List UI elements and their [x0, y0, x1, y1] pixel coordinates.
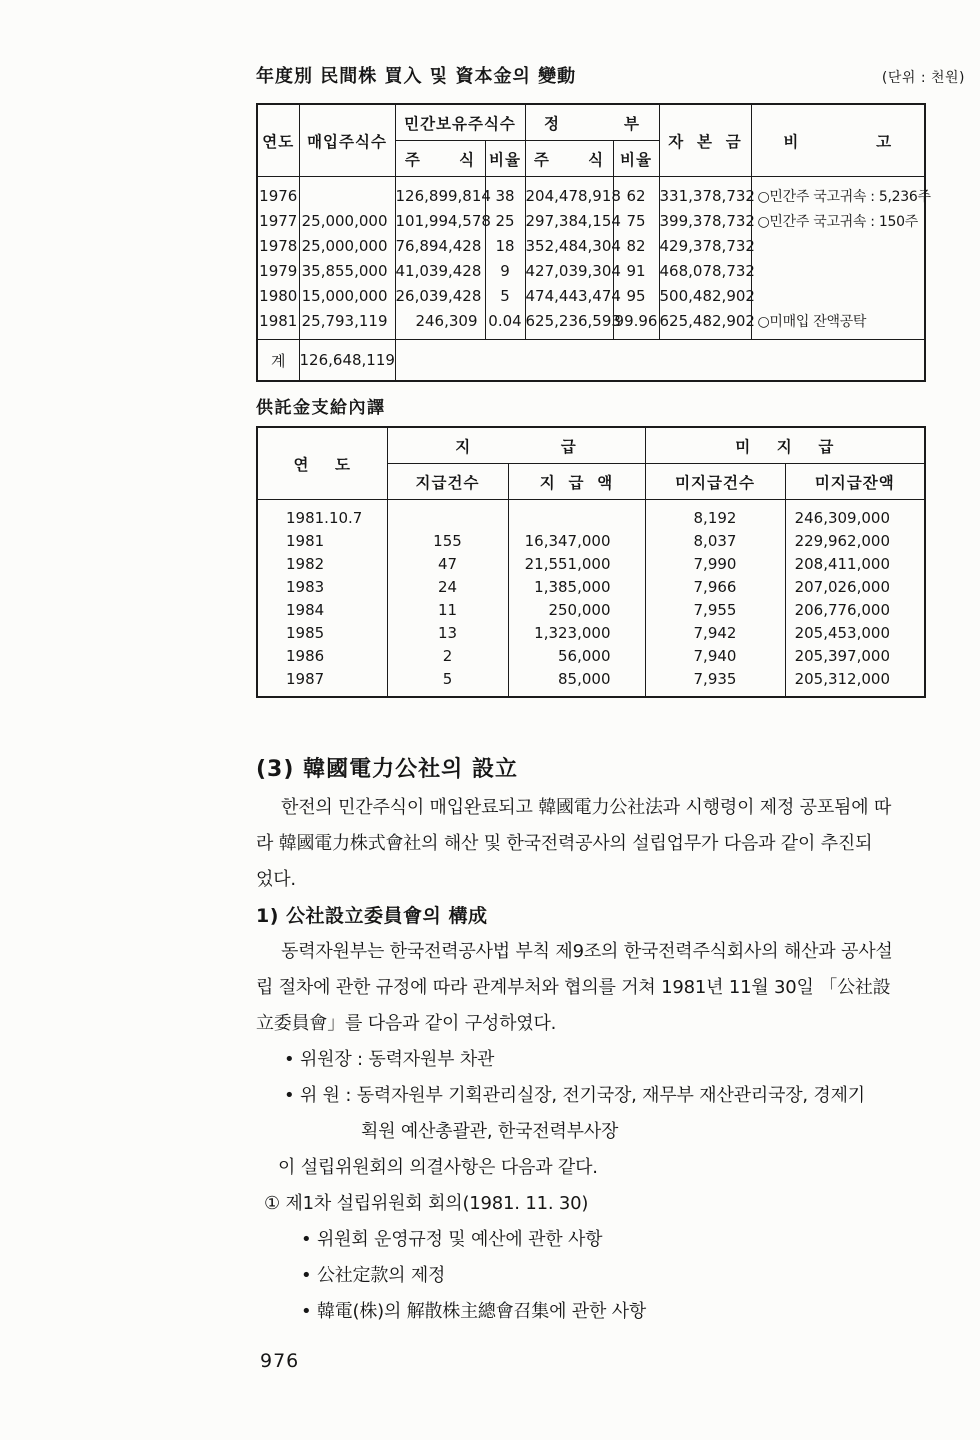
cell-year: 1978: [257, 233, 299, 258]
cell-year: 1981: [257, 529, 387, 552]
table-row: [257, 208, 925, 233]
col-header-unpaid-count: 미지급건수: [645, 464, 785, 500]
page-number: 976: [260, 1350, 300, 1372]
cell-gov-ratio: 91: [613, 258, 659, 283]
col-header-remarks: 비 고: [751, 104, 925, 177]
cell-total-empty: [395, 340, 925, 382]
cell-year: 1986: [257, 644, 387, 667]
table-row: [257, 644, 925, 667]
cell-remarks: ○민간주 국고귀속 : 150주: [751, 208, 925, 233]
col-group-paid: 지 급: [387, 427, 645, 464]
cell-purchased-shares: 25,000,000: [299, 208, 395, 233]
cell-gov-ratio: 75: [613, 208, 659, 233]
paragraph1-line1: 한전의 민간주식이 매입완료되고 韓國電力公社法과 시행령이 제정 공포됨에 따: [281, 797, 892, 818]
cell-unpaid-count: 8,192: [645, 500, 785, 530]
col-header-capital: 자 본 금: [659, 104, 751, 177]
cell-private-ratio: 0.04: [485, 308, 525, 340]
paragraph2-line3: 立委員會」를 다음과 같이 구성하였다.: [256, 1013, 557, 1034]
cell-remarks: ○미매입 잔액공탁: [751, 308, 925, 340]
cell-private-ratio: 9: [485, 258, 525, 283]
col-header-gov-ratio: 비율: [613, 141, 659, 177]
bullet-chairman: • 위원장 : 동력자원부 차관: [284, 1049, 495, 1070]
cell-private-ratio: 25: [485, 208, 525, 233]
cell-unpaid-count: 7,966: [645, 575, 785, 598]
cell-private-shares: 76,894,428: [395, 233, 485, 258]
col-header-purchased-shares: 매입주식수: [299, 104, 395, 177]
cell-private-shares: 246,309: [395, 308, 485, 340]
cell-remarks: [751, 258, 925, 283]
cell-purchased-shares: 35,855,000: [299, 258, 395, 283]
cell-unpaid-count: 7,940: [645, 644, 785, 667]
cell-purchased-shares: 15,000,000: [299, 283, 395, 308]
sub-heading: 1) 公社設立委員會의 構成: [256, 905, 488, 927]
deposit-payment-table-header: [257, 427, 925, 500]
cell-year: 1981: [257, 308, 299, 340]
cell-year: 1977: [257, 208, 299, 233]
share-purchase-table-header: [257, 104, 925, 177]
cell-capital: 500,482,902: [659, 283, 751, 308]
share-purchase-table-body: [257, 177, 931, 340]
sub-bullet-articles: • 公社定款의 제정: [301, 1265, 446, 1286]
cell-paid-amount: 16,347,000: [508, 529, 645, 552]
col-header-unpaid-balance: 미지급잔액: [785, 464, 925, 500]
cell-capital: 625,482,902: [659, 308, 751, 340]
paragraph1-line3: 었다.: [256, 869, 296, 890]
cell-year: 1979: [257, 258, 299, 283]
table-row: [257, 500, 925, 530]
cell-purchased-shares: 25,793,119: [299, 308, 395, 340]
bullet-members-line2: 획원 예산총괄관, 한국전력부사장: [361, 1121, 619, 1142]
table-row: [257, 575, 925, 598]
cell-year: 1987: [257, 667, 387, 697]
cell-capital: 331,378,732: [659, 177, 751, 209]
cell-year: 1976: [257, 177, 299, 209]
col-header-year2: 연 도: [257, 427, 387, 500]
cell-private-ratio: 38: [485, 177, 525, 209]
cell-unpaid-count: 7,935: [645, 667, 785, 697]
col-header-private-ratio: 비율: [485, 141, 525, 177]
section-heading: (3) 韓國電力公社의 設立: [256, 757, 518, 782]
sub-bullet-regulations: • 위원회 운영규정 및 예산에 관한 사항: [301, 1229, 603, 1250]
cell-remarks: ○민간주 국고귀속 : 5,236주: [751, 177, 925, 209]
cell-total-purchased-shares: 126,648,119: [299, 340, 395, 382]
share-purchase-table-total: [257, 340, 925, 382]
total-row: [257, 340, 925, 382]
cell-unpaid-balance: 246,309,000: [785, 500, 925, 530]
cell-paid-amount: 21,551,000: [508, 552, 645, 575]
cell-private-ratio: 5: [485, 283, 525, 308]
cell-paid-amount: 250,000: [508, 598, 645, 621]
cell-unpaid-count: 8,037: [645, 529, 785, 552]
paragraph3: 이 설립위원회의 의결사항은 다음과 같다.: [278, 1157, 598, 1178]
cell-gov-ratio: 82: [613, 233, 659, 258]
paragraph1-line2: 라 韓國電力株式會社의 해산 및 한국전력공사의 설립업무가 다음과 같이 추진되: [256, 833, 873, 854]
cell-gov-ratio: 99.96: [613, 308, 659, 340]
col-header-gov-shares: 주 식: [525, 141, 613, 177]
cell-private-shares: 126,899,814: [395, 177, 485, 209]
cell-capital: 468,078,732: [659, 258, 751, 283]
cell-gov-ratio: 95: [613, 283, 659, 308]
cell-paid-amount: 1,323,000: [508, 621, 645, 644]
cell-year: 1985: [257, 621, 387, 644]
cell-year: 1984: [257, 598, 387, 621]
cell-private-shares: 26,039,428: [395, 283, 485, 308]
share-purchase-table: [256, 103, 931, 382]
paragraph2-line2: 립 절차에 관한 규정에 따라 관계부처와 협의를 거쳐 1981년 11월 30일 「公社設: [256, 977, 891, 998]
cell-unpaid-count: 7,942: [645, 621, 785, 644]
bullet-members-line1: • 위 원 : 동력자원부 기획관리실장, 전기국장, 재무부 재산관리국장, 경제기: [284, 1085, 865, 1106]
table-row: [257, 283, 925, 308]
numbered-item-first-meeting: ① 제1차 설립위원회 회의(1981. 11. 30): [264, 1193, 589, 1214]
cell-remarks: [751, 283, 925, 308]
cell-gov-ratio: 62: [613, 177, 659, 209]
cell-unpaid-count: 7,955: [645, 598, 785, 621]
table-row: [257, 233, 925, 258]
cell-year: 1981.10.7: [257, 500, 387, 530]
cell-remarks: [751, 233, 925, 258]
col-group-private-held: 민간보유주식수: [395, 104, 525, 141]
col-header-year: 연도: [257, 104, 299, 177]
cell-paid-count: 11: [387, 598, 508, 621]
cell-gov-shares: 427,039,304: [525, 258, 613, 283]
cell-year: 1982: [257, 552, 387, 575]
col-group-unpaid: 미 지 급: [645, 427, 925, 464]
cell-year: 1983: [257, 575, 387, 598]
col-header-paid-amount: 지 급 액: [508, 464, 645, 500]
table-row: [257, 552, 925, 575]
cell-private-ratio: 18: [485, 233, 525, 258]
table-row: [257, 667, 925, 697]
cell-paid-amount: [508, 500, 645, 530]
cell-paid-count: 2: [387, 644, 508, 667]
cell-year: 1980: [257, 283, 299, 308]
col-group-government: 정 부: [525, 104, 659, 141]
sub-bullet-shareholder-meeting: • 韓電(株)의 解散株主總會召集에 관한 사항: [301, 1301, 647, 1322]
cell-paid-amount: 56,000: [508, 644, 645, 667]
col-header-paid-count: 지급건수: [387, 464, 508, 500]
cell-paid-amount: 85,000: [508, 667, 645, 697]
col-header-private-shares: 주 식: [395, 141, 485, 177]
cell-gov-shares: 625,236,593: [525, 308, 613, 340]
cell-unpaid-balance: 205,397,000: [785, 644, 925, 667]
cell-paid-count: 155: [387, 529, 508, 552]
cell-paid-count: [387, 500, 508, 530]
cell-purchased-shares: [299, 177, 395, 209]
deposit-payment-table: [256, 426, 926, 698]
cell-gov-shares: 204,478,918: [525, 177, 613, 209]
table-row: [257, 598, 925, 621]
cell-unpaid-balance: 229,962,000: [785, 529, 925, 552]
cell-unpaid-balance: 208,411,000: [785, 552, 925, 575]
cell-unpaid-balance: 205,453,000: [785, 621, 925, 644]
cell-capital: 399,378,732: [659, 208, 751, 233]
table2-title: 供託金支給內譯: [256, 398, 386, 418]
unit-note: (단위 : 천원): [881, 70, 965, 86]
table1-title-row: [256, 62, 965, 88]
cell-gov-shares: 297,384,154: [525, 208, 613, 233]
cell-gov-shares: 352,484,304: [525, 233, 613, 258]
cell-paid-count: 5: [387, 667, 508, 697]
cell-gov-shares: 474,443,474: [525, 283, 613, 308]
cell-paid-count: 24: [387, 575, 508, 598]
table-row: [257, 308, 925, 340]
cell-unpaid-balance: 205,312,000: [785, 667, 925, 697]
paragraph2-line1: 동력자원부는 한국전력공사법 부칙 제9조의 한국전력주식회사의 해산과 공사설: [281, 941, 893, 962]
cell-private-shares: 41,039,428: [395, 258, 485, 283]
cell-paid-count: 47: [387, 552, 508, 575]
cell-unpaid-balance: 207,026,000: [785, 575, 925, 598]
cell-paid-count: 13: [387, 621, 508, 644]
body-text-section: [256, 750, 936, 1330]
cell-private-shares: 101,994,578: [395, 208, 485, 233]
table-row: [257, 621, 925, 644]
table-row: [257, 258, 925, 283]
cell-unpaid-count: 7,990: [645, 552, 785, 575]
cell-paid-amount: 1,385,000: [508, 575, 645, 598]
table-row: [257, 177, 925, 209]
cell-total-label: 계: [257, 340, 299, 382]
cell-capital: 429,378,732: [659, 233, 751, 258]
cell-purchased-shares: 25,000,000: [299, 233, 395, 258]
deposit-payment-table-body: [257, 500, 925, 698]
table1-title: 年度別 民間株 買入 및 資本金의 變動: [256, 66, 577, 87]
table-row: [257, 529, 925, 552]
cell-unpaid-balance: 206,776,000: [785, 598, 925, 621]
